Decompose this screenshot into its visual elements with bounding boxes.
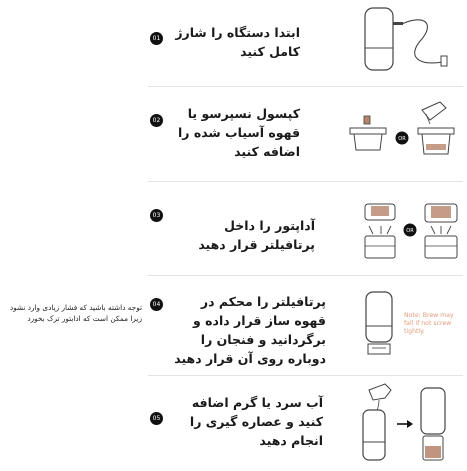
step-number-badge: 04 bbox=[150, 298, 163, 311]
assemble-machine-icon bbox=[360, 288, 400, 360]
add-water-and-brew-icon bbox=[345, 380, 460, 468]
adapter-into-portafilter-icon bbox=[355, 196, 465, 266]
step-number-badge: 05 bbox=[150, 412, 163, 425]
step-text: پرتافیلتر را محکم در قهوه ساز قرار داده و برگردانید و فنجان را دوباره روی آن قرار دهید bbox=[174, 294, 326, 366]
capsule-and-ground-coffee-icon bbox=[340, 100, 460, 165]
step-number-badge: 02 bbox=[150, 114, 163, 127]
english-note: Note: Brew may fall if not screw tightly. bbox=[404, 312, 454, 335]
step-text: آداپتور را داخل پرتافیلتر قرار دهید bbox=[198, 218, 315, 252]
divider bbox=[148, 275, 463, 276]
step-text: ابتدا دستگاه را شارژ کامل کنید bbox=[175, 25, 300, 59]
svg-text:OR: OR bbox=[398, 136, 406, 142]
divider bbox=[148, 181, 463, 182]
step-number-badge: 01 bbox=[150, 32, 163, 45]
step-text: کپسول نسپرسو یا قهوه آسیاب شده را اضافه کنید bbox=[177, 106, 300, 159]
side-note: توجه داشته باشید که فشار زیادی وارد نشود زیرا ممکن است که ادابتور ترک بخورد bbox=[9, 303, 142, 323]
step-text: آب سرد یا گرم اضافه کنید و عصاره گیری را انجام دهید bbox=[189, 395, 323, 448]
svg-text:OR: OR bbox=[406, 228, 414, 234]
step-number-badge: 03 bbox=[150, 209, 163, 222]
device-charging-icon bbox=[355, 4, 455, 76]
divider bbox=[148, 86, 463, 87]
divider bbox=[148, 375, 463, 376]
